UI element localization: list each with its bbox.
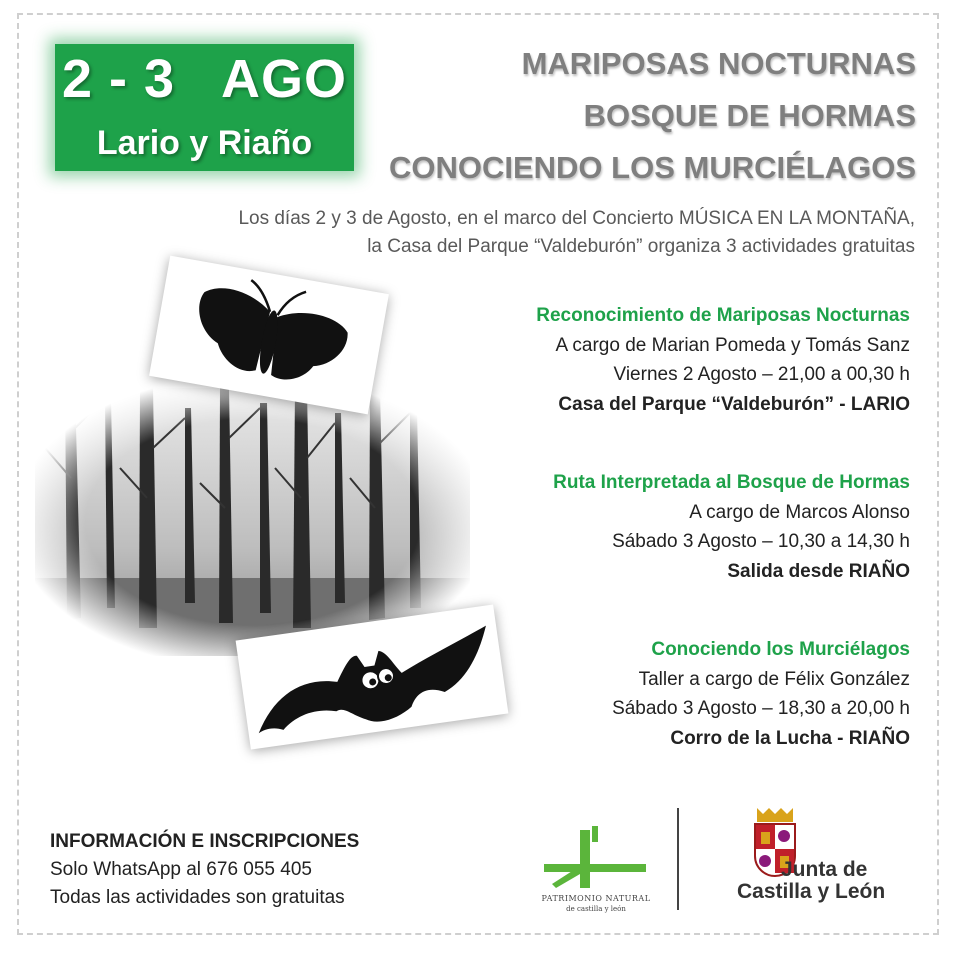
title-bats: CONOCIENDO LOS MURCIÉLAGOS	[388, 150, 916, 185]
event-dates: 2 - 3 AGO	[61, 49, 348, 109]
info-phone: Solo WhatsApp al 676 055 405	[50, 859, 312, 880]
junta-castilla-leon-logo	[737, 806, 917, 916]
info-block	[50, 828, 359, 912]
logo-divider	[677, 808, 679, 910]
activity-location: Casa del Parque “Valdeburón” - LARIO	[558, 393, 910, 415]
intro-line-2: la Casa del Parque “Valdeburón” organiza 3 actividades gratuitas	[367, 236, 915, 257]
activity-location: Salida desde RIAÑO	[727, 560, 910, 582]
activity-title: Reconocimiento de Mariposas Nocturnas	[536, 305, 910, 326]
info-note: Todas las actividades son gratuitas	[50, 887, 345, 908]
intro-line-1: Los días 2 y 3 de Agosto, en el marco del Concierto MÚSICA EN LA MONTAÑA,	[238, 208, 915, 229]
activity-host: A cargo de Marian Pomeda y Tomás Sanz	[555, 334, 910, 356]
event-titles	[389, 38, 916, 194]
activity-title: Ruta Interpretada al Bosque de Hormas	[553, 472, 910, 493]
activity-moths	[536, 301, 910, 419]
title-moths: MARIPOSAS NOCTURNAS	[521, 46, 916, 81]
activity-bats	[612, 635, 910, 753]
activity-schedule: Viernes 2 Agosto – 21,00 a 00,30 h	[613, 364, 910, 385]
activity-location: Corro de la Lucha - RIAÑO	[670, 727, 910, 749]
patrimonio-line-2: de castilla y león	[566, 905, 626, 913]
intro-text	[238, 205, 915, 261]
patrimonio-natural-logo	[540, 824, 652, 916]
activity-schedule: Sábado 3 Agosto – 10,30 a 14,30 h	[612, 531, 910, 552]
title-forest: BOSQUE DE HORMAS	[583, 98, 916, 133]
activity-schedule: Sábado 3 Agosto – 18,30 a 20,00 h	[612, 698, 910, 719]
event-locations: Lario y Riaño	[96, 124, 313, 162]
junta-line-2: Castilla y León	[737, 880, 886, 903]
patrimonio-natural-icon	[540, 824, 652, 894]
junta-line-1: Junta de	[781, 858, 868, 881]
activity-host: Taller a cargo de Félix González	[638, 668, 910, 690]
patrimonio-line-1: PATRIMONIO NATURAL	[541, 894, 651, 903]
info-title: INFORMACIÓN E INSCRIPCIONES	[50, 831, 360, 852]
activity-host: A cargo de Marcos Alonso	[689, 501, 910, 523]
activity-forest	[553, 468, 910, 586]
activity-title: Conociendo los Murciélagos	[651, 639, 910, 660]
date-badge	[55, 44, 354, 171]
